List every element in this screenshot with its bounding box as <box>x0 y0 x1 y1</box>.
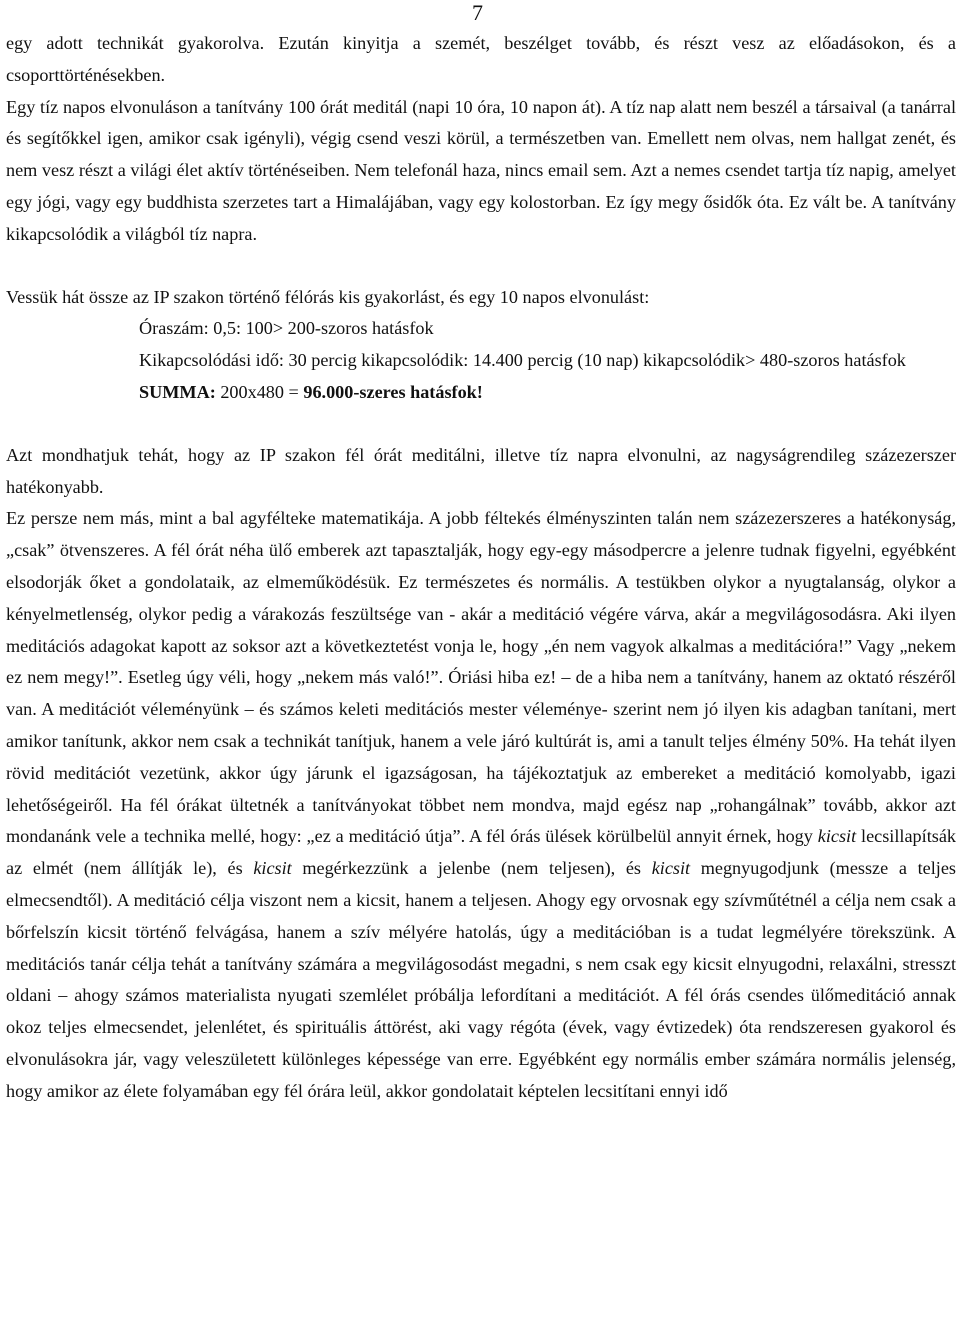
paragraph-5-part-a: Ez persze nem más, mint a bal agyfélteke matematikája. A jobb féltekés élményszinten talán nem százezerszeres a hatékonyság, „csak” ötvenszeres. A fél órát néha ülő emberek azt tapasztalják, hogy egy-egy másodpercre a jelenre tudnak figyelni, egyébként elsodorják őket a gondolataik, az elmeműködésük. Ez természetes és normális. A testükben olykor a nyugtalanság, olykor a kényelmetlenség, olykor pedig a várakozás feszültsége van - akár a meditáció végére várva, akár a megvilágosodásra. Aki ilyen meditációs adagokat kapott az soksor azt a következtetést vonja le, hogy „én nem vagyok alkalmas a meditációra!” Vagy „nekem ez nem megy!”. Esetleg úgy véli, hogy „nekem más való!”. Óriási hiba ez! – de a hiba nem a tanítvány, hanem az oktató részéről van. A meditációt véleményünk – és számos keleti meditációs mester véleménye- szerint nem jó ilyen kis adagban tanítani, mert amikor tanítunk, akkor nem csak a technikát tanítjuk, hanem a vele járó kultúrát is, ami a tanult teljes élmény 50%. Ha tehát ilyen rövid meditációt vezetünk, akkor úgy járunk el igazságosan, ha tájékoztatjuk az embereket a meditáció komolyabb, igazi lehetőségeiről. Ha fél órákat ültetnék a tanítványokat többet nem mondva, majd egész nap „rohangálnak” tovább, akkor azt mondanánk vele a technika mellé, hogy: „ez a meditáció útja”. A fél órás ülések körülbelül annyit érnek, hogy <box>6 508 956 847</box>
calculation-block <box>6 313 956 408</box>
summa-label: SUMMA: <box>139 381 216 402</box>
document-body <box>6 28 956 1108</box>
paragraph-5-part-d: megnyugodjunk (messze a teljes elmecsendtől). A meditáció célja viszont nem a kicsit, hanem a teljesen. Ahogy egy orvosnak egy szívműtétnél a célja nem csak a bőrfelszín kicsit történő felvágása, hanem a szív mélyére hatolás, úgy a meditációban is a tudat legmélyére törekszünk. A meditációs tanár célja tehát a tanítvány számára a megvilágosodást megadni, s nem csak egy kicsit elnyugodni, relaxálni, stresszt oldani – ahogy számos materialista nyugati szemlélet próbálja lefordítani a meditációt. A fél órás csendes ülőmeditáció annak okoz teljes elmecsendet, jelenlétet, és spirituális áttörést, aki vagy régóta (évek, vagy évtizedek) óta rendszeresen gyakorol és elvonulásokra jár, vagy veleszületett különleges képessége van erre. Egyébként egy normális ember számára normális jelenség, hogy amikor az élete folyamában egy fél órára leül, akkor gondolatait képtelen lecsitítani ennyi idő <box>6 858 956 1101</box>
summa-formula: 200x480 = <box>215 381 304 402</box>
paragraph-4: Azt mondhatjuk tehát, hogy az IP szakon fél órát meditálni, illetve tíz napra elvonulni, az nagyságrendileg százezerszer hatékonyabb. <box>6 444 956 497</box>
paragraph-5-part-b: lecsillapítsák az elmét (nem állítják le), és <box>6 826 956 879</box>
calc-line-hours: Óraszám: 0,5: 100> 200-szoros hatásfok <box>139 318 434 339</box>
paragraph-5-part-c: megérkezzünk a jelenbe (nem teljesen), és <box>291 858 652 879</box>
paragraph-3: Vessük hát össze az IP szakon történő félórás kis gyakorlást, és egy 10 napos elvonulást: <box>6 286 650 307</box>
calc-line-summa <box>6 377 956 409</box>
paragraph-1: egy adott technikát gyakorolva. Ezután kinyitja a szemét, beszélget tovább, és részt vesz az előadásokon, és a csoporttörténésekben. <box>6 33 956 85</box>
italic-kicsit-3: kicsit <box>651 858 691 879</box>
paragraph-2: Egy tíz napos elvonuláson a tanítvány 100 órát meditál (napi 10 óra, 10 napon át). A tíz nap alatt nem beszél a társaival (a tanárral és segítőkkel igen, amikor csak igényli), végig csend veszi körül, a természetben van. Emellett nem olvas, nem hallgat zenét, és nem vesz részt a világi élet aktív történéseiben. Nem telefonál haza, nincs email sem. Azt a nemes csendet tartja tíz napig, amelyet egy jógi, vagy egy buddhista szerzetes tart a Himalájában, vagy egy kolostorban. Ez így megy ősidők óta. Ez vált be. A tanítvány kikapcsolódik a világból tíz napra. <box>6 96 956 244</box>
calc-line-disconnect: Kikapcsolódási idő: 30 percig kikapcsolódik: 14.400 percig (10 nap) kikapcsolódik> 480-szoros hatásfok <box>139 350 906 371</box>
page-number: 7 <box>472 0 483 25</box>
italic-kicsit-2: kicsit <box>253 858 292 879</box>
summa-result: 96.000-szeres hatásfok! <box>303 381 483 402</box>
paragraph-5 <box>6 503 956 1107</box>
italic-kicsit-1: kicsit <box>817 826 857 847</box>
